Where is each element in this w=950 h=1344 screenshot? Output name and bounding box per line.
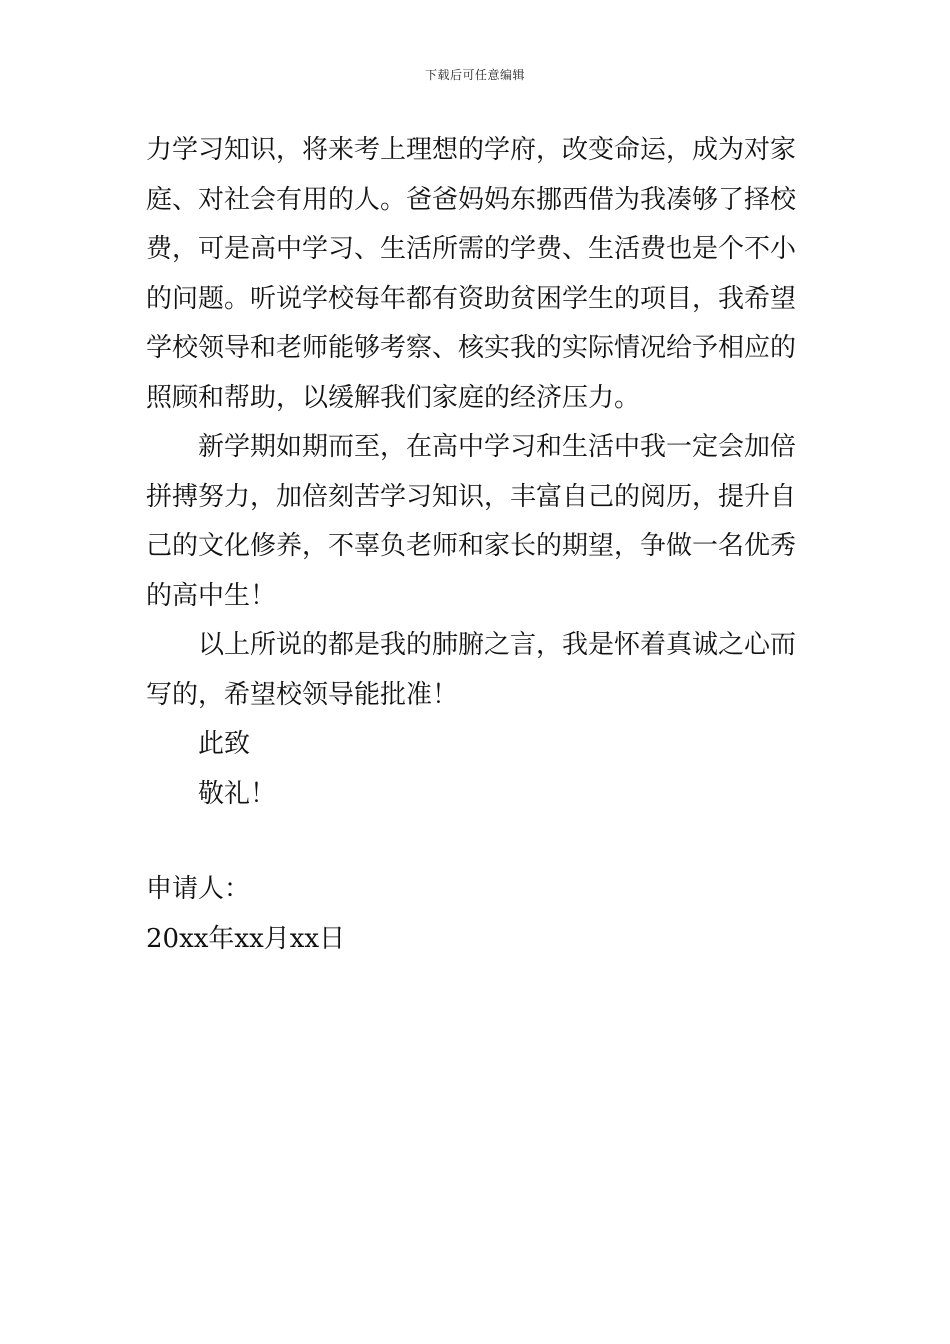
spacer: [146, 819, 806, 865]
page-header: 下载后可任意编辑: [424, 68, 525, 82]
paragraph-line: 的问题。听说学校每年都有资助贫困学生的项目，我希望: [146, 283, 797, 314]
paragraph-line: 写的，希望校领导能批准！: [146, 679, 459, 710]
paragraph-line: 学校领导和老师能够考察、核实我的实际情况给予相应的: [146, 333, 797, 363]
paragraph-line: 己的文化修养，不辜负老师和家长的期望，争做一名优秀: [146, 531, 797, 561]
signature-date: 20xx年xx月xx日: [146, 923, 346, 954]
paragraph-line: 照顾和帮助，以缓解我们家庭的经济压力。: [146, 382, 641, 413]
paragraph-line: 新学期如期而至，在高中学习和生活中我一定会加倍: [198, 432, 797, 462]
paragraph-line: 费，可是高中学习、生活所需的学费、生活费也是个不小: [146, 234, 797, 264]
closing-salutation: 此致: [198, 729, 251, 759]
paragraph-line: 拼搏努力，加倍刻苦学习知识，丰富自己的阅历，提升自: [146, 481, 797, 512]
paragraph-line: 庭、对社会有用的人。爸爸妈妈东挪西借为我凑够了择校: [146, 184, 797, 215]
letter-body: [146, 126, 806, 964]
closing-regards: 敬礼！: [198, 778, 277, 809]
paragraph-line: 力学习知识，将来考上理想的学府，改变命运，成为对家: [146, 135, 797, 165]
paragraph-line: 的高中生！: [146, 580, 277, 611]
paragraph-line: 以上所说的都是我的肺腑之言，我是怀着真诚之心而: [198, 630, 797, 660]
applicant-label: 申请人：: [146, 874, 251, 904]
